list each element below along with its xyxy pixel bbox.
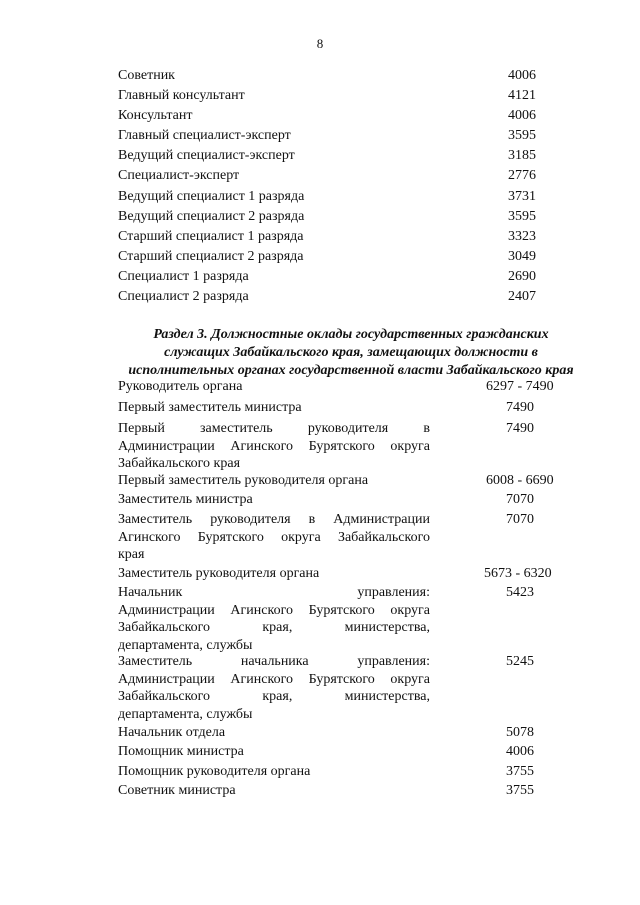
position-salary: 4121: [508, 88, 536, 104]
position-salary: 3595: [508, 208, 536, 224]
position-name: Помощник руководителя органа: [118, 764, 311, 779]
position-name-line: департамента, службы: [118, 637, 253, 653]
position-salary: 3323: [508, 228, 536, 244]
position-salary: 3755: [506, 764, 534, 779]
position-salary: 4006: [506, 744, 534, 759]
position-name-line: департамента, службы: [118, 706, 253, 722]
position-salary: 3755: [506, 783, 534, 798]
position-salary: 5078: [506, 725, 534, 740]
position-name: Главный консультант: [118, 88, 245, 104]
position-salary: 7070: [506, 492, 534, 507]
position-salary: 4006: [508, 68, 536, 83]
position-name: Помощник министра: [118, 744, 244, 759]
position-salary: 2690: [508, 268, 536, 284]
position-name: Заместитель министра: [118, 492, 253, 507]
position-name: Советник министра: [118, 783, 236, 798]
position-name: Руководитель органа: [118, 379, 243, 394]
position-name: Специалист-эксперт: [118, 168, 240, 184]
position-name-line: Начальник управления:: [118, 585, 430, 600]
position-name-line: Забайкальского края, министерства,: [118, 689, 430, 704]
position-name: Заместитель руководителя органа: [118, 566, 320, 581]
position-row: [118, 66, 548, 86]
position-salary: 7490: [506, 400, 534, 415]
position-salary: 5673 - 6320: [484, 566, 552, 581]
position-name: Первый заместитель министра: [118, 400, 302, 415]
position-row: [118, 247, 548, 267]
position-salary: 6008 - 6690: [486, 473, 554, 488]
position-row: [118, 207, 548, 227]
position-name: Ведущий специалист-эксперт: [118, 148, 295, 164]
position-name: Главный специалист-эксперт: [118, 128, 291, 144]
position-name-line: Заместитель руководителя в Администрации: [118, 512, 430, 527]
position-row: [118, 106, 548, 126]
position-name-line: края: [118, 547, 145, 562]
position-name: Старший специалист 1 разряда: [118, 228, 304, 244]
position-row: [118, 227, 548, 247]
position-name: Специалист 1 разряда: [118, 268, 249, 284]
position-salary: 2407: [508, 289, 536, 305]
section-title-line: исполнительных органах государственной власти Забайкальского края: [128, 363, 574, 378]
position-salary: 3595: [508, 128, 536, 144]
position-salary: 6297 - 7490: [486, 379, 554, 394]
position-name-line: Первый заместитель руководителя в: [118, 421, 430, 436]
position-row: [118, 267, 548, 287]
position-salary: 5245: [506, 654, 534, 669]
position-name-line: Забайкальского края: [118, 456, 241, 471]
position-salary: 3049: [508, 248, 536, 264]
position-name: Первый заместитель руководителя органа: [118, 473, 369, 488]
position-salary: 2776: [508, 168, 536, 184]
position-name-line: Забайкальского края, министерства,: [118, 620, 430, 635]
position-salary: 3185: [508, 148, 536, 164]
position-row: [118, 86, 548, 106]
position-salary: 3731: [508, 188, 536, 204]
position-row: [118, 166, 548, 186]
page-number: 8: [316, 36, 324, 51]
position-name: [118, 511, 430, 564]
position-row: [118, 146, 548, 166]
position-name: Советник: [118, 68, 175, 83]
position-name: Начальник отдела: [118, 725, 226, 740]
top-positions-list: [118, 66, 548, 307]
position-row: [118, 287, 548, 307]
position-name: Консультант: [118, 108, 193, 124]
position-salary: 4006: [508, 108, 536, 124]
position-row: [118, 126, 548, 146]
position-name-line: Заместитель начальника управления:: [118, 654, 430, 669]
position-name-line: Администрации Агинского Бурятского округа: [118, 438, 430, 454]
position-name: Специалист 2 разряда: [118, 289, 249, 305]
position-name-line: Агинского Бурятского округа Забайкальского: [118, 529, 430, 545]
position-salary: 7490: [506, 421, 534, 436]
position-name: Ведущий специалист 2 разряда: [118, 208, 305, 224]
position-name: [118, 584, 430, 654]
position-name: Старший специалист 2 разряда: [118, 248, 304, 264]
position-name-line: Администрации Агинского Бурятского округа: [118, 671, 430, 687]
position-name-line: Администрации Агинского Бурятского округа: [118, 602, 430, 618]
position-name: [118, 653, 430, 723]
position-salary: 5423: [506, 585, 534, 600]
section-3-title: [116, 326, 586, 380]
position-row: [118, 187, 548, 207]
position-name: Ведущий специалист 1 разряда: [118, 188, 305, 204]
position-name: [118, 420, 430, 473]
position-salary: 7070: [506, 512, 534, 527]
section-title-line: Раздел 3. Должностные оклады государственных гражданских: [153, 327, 549, 342]
section-title-line: служащих Забайкальского края, замещающих должности в: [164, 345, 538, 360]
